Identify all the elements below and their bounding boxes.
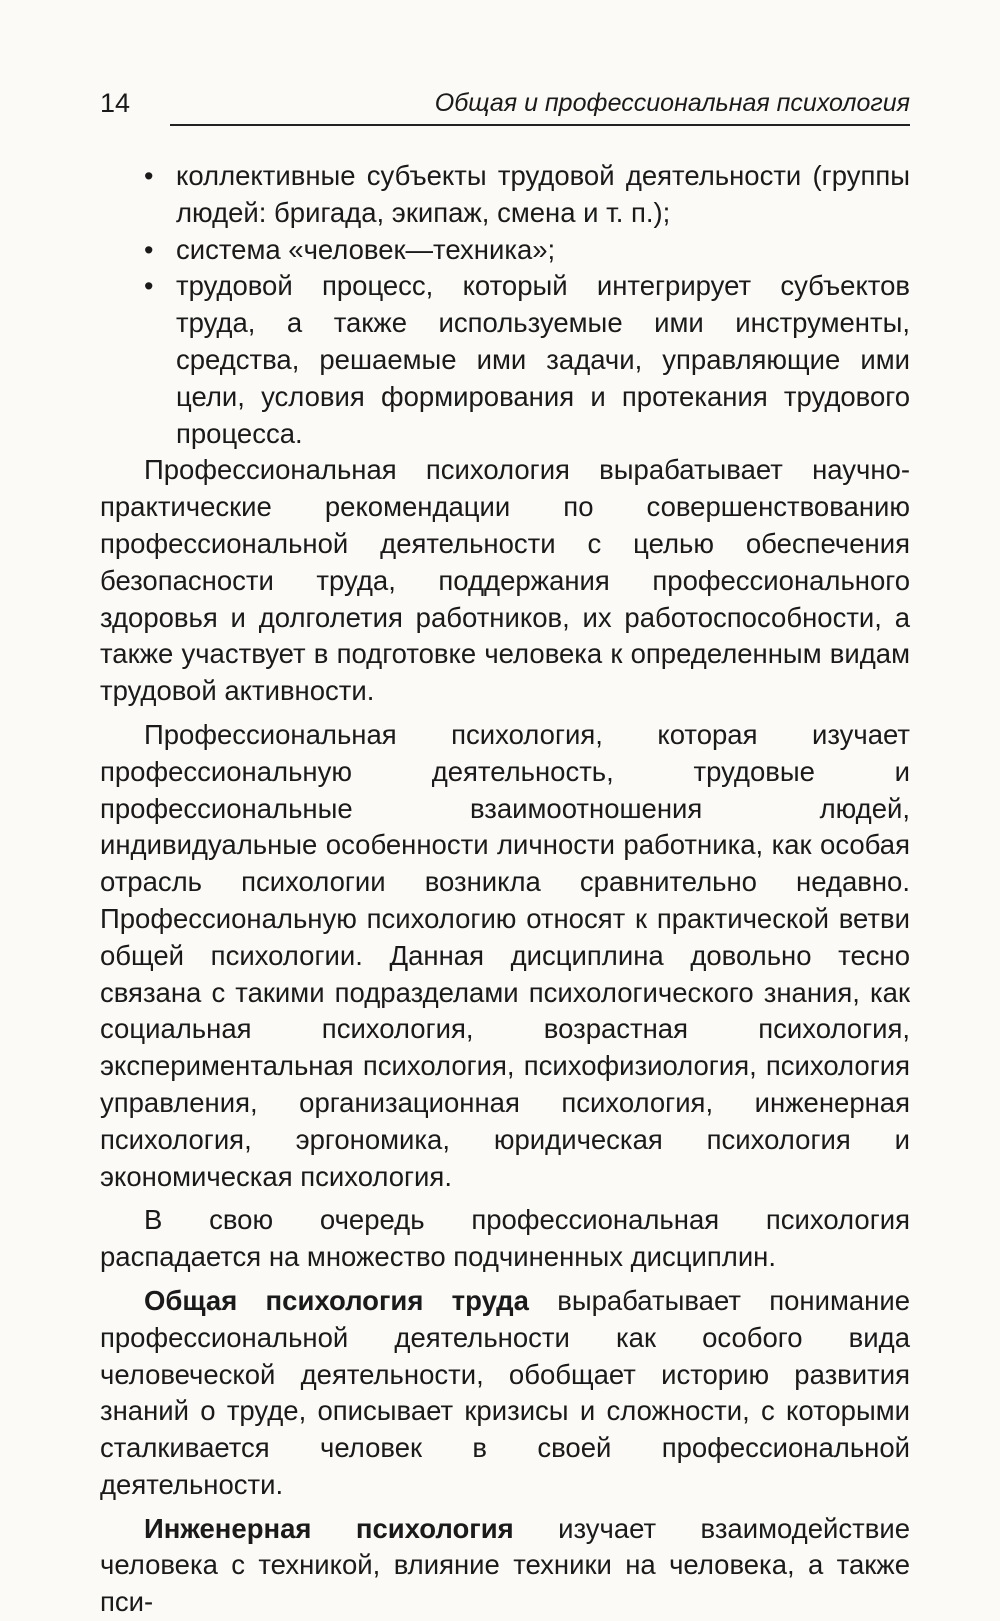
page-number: 14: [100, 88, 131, 118]
list-item: [100, 232, 910, 269]
page-header: [100, 82, 910, 128]
list-item-text: коллективные субъекты трудовой деятельности (группы людей: бригада, экипаж, смена и т. п.);: [176, 160, 910, 228]
bullet-icon: •: [144, 271, 154, 302]
term-heading: Инженерная психология: [144, 1512, 514, 1544]
bullet-list: [100, 158, 910, 452]
header-rule: [170, 124, 910, 126]
bullet-icon: •: [144, 234, 154, 265]
paragraph: Профессиональная психология вырабатывает научно-практические рекомендации по совершенствованию профессиональной деятельности с целью обеспечения безопасности труда, поддержания профессионального здоровья и долголетия работников, их работоспособности, а также участвует в подготовке человека к определенным видам трудовой активности.: [100, 454, 910, 707]
paragraph: [100, 1283, 910, 1504]
paragraph: Профессиональная психология, которая изучает профессиональную деятельность, трудовые и профессиональные взаимоотношения людей, индивидуальные особенности личности работника, как особая отрасль психологии возникла сравнительно недавно. Профессиональную психологию относят к практической ветви общей психологии. Данная дисциплина довольно тесно связана с такими подразделами психологического знания, как социальная психология, возрастная психология, экспериментальная психология, психофизиология, психология управления, организационная психология, инженерная психология, эргономика, юридическая психология и экономическая психология.: [100, 718, 910, 1192]
term-heading: Общая психология труда: [144, 1284, 529, 1316]
list-item: [100, 158, 910, 232]
paragraph: В свою очередь профессиональная психология распадается на множество подчиненных дисциплин.: [100, 1204, 910, 1273]
list-item: [100, 268, 910, 452]
running-title: Общая и профессиональная психология: [434, 89, 910, 117]
list-item-text: трудовой процесс, который интегрирует субъектов труда, а также используемые ими инструменты, средства, решаемые ими задачи, управляющие ими цели, условия формирования и протекания трудового процесса.: [176, 270, 910, 449]
paragraph: [100, 1511, 910, 1621]
paragraph-text: изучает взаимодействие человека с техникой, влияние техники на человека, а также пси-: [100, 1512, 910, 1618]
list-item-text: система «человек—техника»;: [176, 233, 556, 265]
paragraph-text: вырабатывает понимание профессиональной деятельности как особого вида человеческой деятельности, обобщает историю развития знаний о труде, описывает кризисы и сложности, с которыми сталкивается человек в своей профессиональной деятельности.: [100, 1284, 910, 1500]
bullet-icon: •: [144, 161, 154, 191]
page-body: [100, 158, 910, 1621]
